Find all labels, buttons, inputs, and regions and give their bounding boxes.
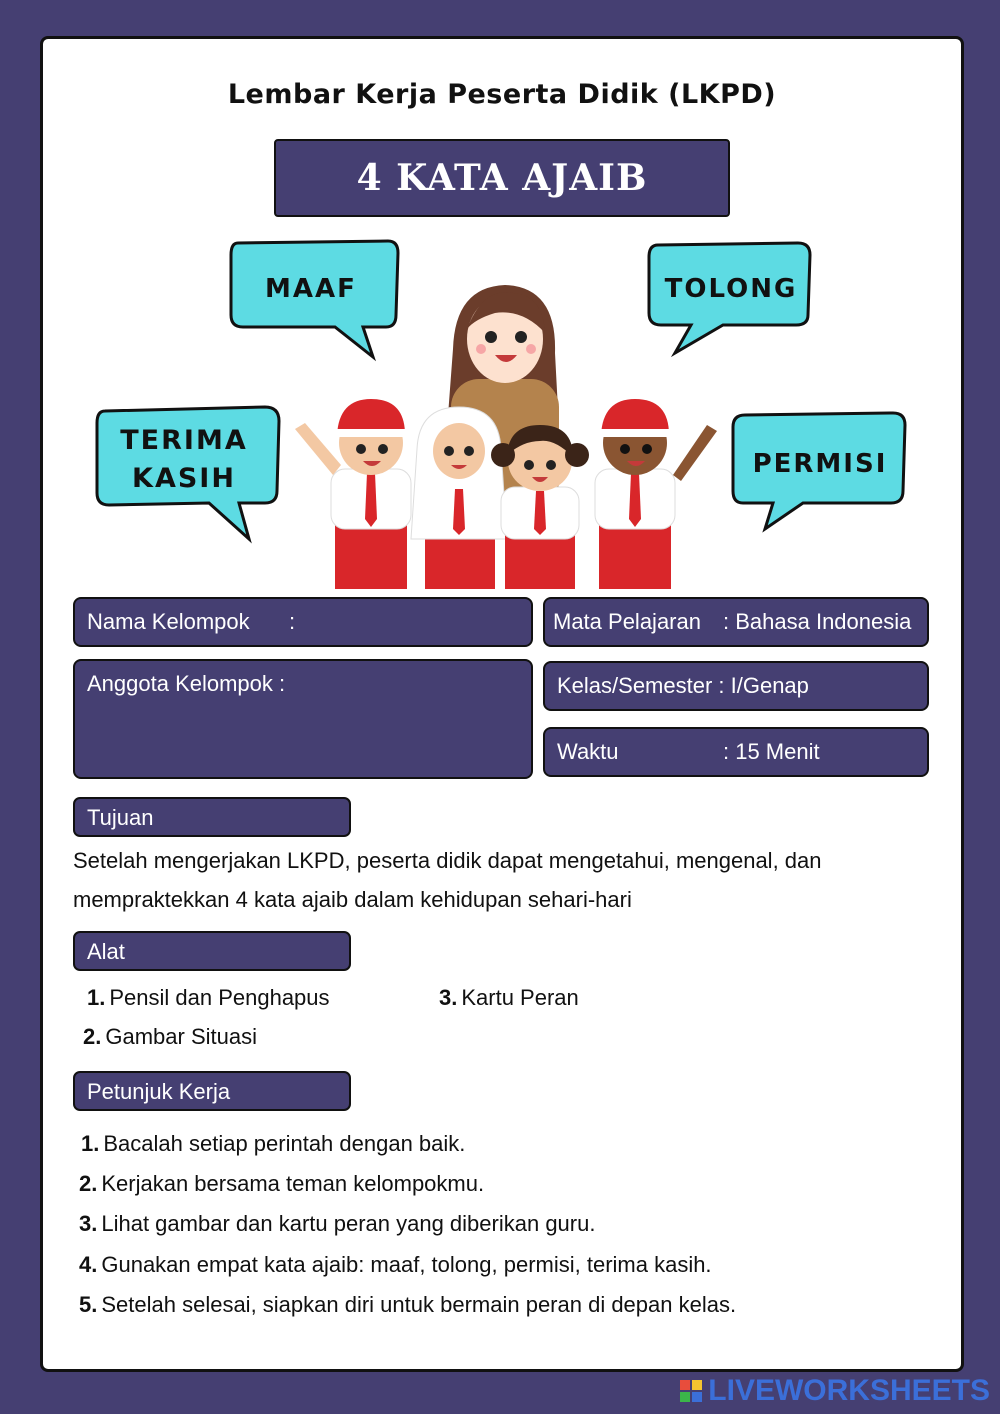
time-value: : 15 Menit [723,739,820,764]
petunjuk-item-5 [79,1292,736,1318]
petunjuk-item-1 [81,1131,465,1157]
class-semester-field [543,661,929,711]
student-girl-hijab [411,407,507,589]
tujuan-line-1: Setelah mengerjakan LKPD, peserta didik dapat mengetahui, mengenal, dan [73,848,822,873]
illustration [43,229,967,589]
group-name-label: Nama Kelompok [87,609,250,634]
bubble-tolong-text: TOLONG [664,274,798,304]
watermark-text: LIVEWORKSHEETS [708,1374,990,1407]
bubble-tolong [649,243,810,353]
alat-item-3-num: 3. [439,985,458,1010]
tujuan-line-2: mempraktekkan 4 kata ajaib dalam kehidupan sehari-hari [73,887,632,912]
class-semester-label: Kelas/Semester : I/Genap [557,673,809,698]
petunjuk-item-3-num: 3. [79,1211,98,1236]
subject-field [543,597,929,647]
section-alat [73,931,351,971]
student-girl-pigtails [491,425,589,589]
alat-item-3-text: Kartu Peran [461,985,579,1010]
section-tujuan: Tujuan [73,797,351,837]
bubble-terima-line1: TERIMA [120,425,248,456]
petunjuk-item-2-text: Kerjakan bersama teman kelompokmu. [101,1171,485,1196]
bubble-permisi [733,413,905,529]
group-members-label: Anggota Kelompok : [87,671,286,696]
liveworksheets-logo-icon [680,1380,702,1402]
petunjuk-item-1-text: Bacalah setiap perintah dengan baik. [103,1131,466,1156]
petunjuk-item-3 [79,1211,595,1237]
student-boy-right [595,399,717,589]
bubble-terima-kasih [97,407,279,539]
bubble-terima-line2: KASIH [132,463,236,494]
alat-item-1 [87,985,330,1011]
subject-label: Mata Pelajaran [553,609,701,634]
petunjuk-item-4-text: Gunakan empat kata ajaib: maaf, tolong, permisi, terima kasih. [101,1252,712,1277]
group-name-field[interactable] [73,597,533,647]
petunjuk-item-4-num: 4. [79,1252,98,1277]
time-field [543,727,929,777]
liveworksheets-watermark [680,1374,990,1408]
petunjuk-item-2 [79,1171,484,1197]
group-name-colon: : [289,609,296,634]
petunjuk-item-2-num: 2. [79,1171,98,1196]
bubble-permisi-text: PERMISI [752,449,888,479]
tujuan-text [73,841,943,919]
worksheet-title: 4 KATA AJAIB [274,139,730,217]
group-members-field[interactable] [73,659,533,779]
alat-item-2-text: Gambar Situasi [105,1024,257,1049]
page-heading: Lembar Kerja Peserta Didik (LKPD) [227,79,777,110]
bubble-maaf-text: MAAF [265,274,357,304]
student-boy-left [295,399,411,589]
alat-item-1-num: 1. [87,985,106,1010]
petunjuk-item-5-num: 5. [79,1292,98,1317]
petunjuk-item-1-num: 1. [81,1131,100,1156]
alat-label: Alat [87,939,125,964]
petunjuk-item-4 [79,1252,712,1278]
subject-value: : Bahasa Indonesia [723,609,912,634]
petunjuk-item-5-text: Setelah selesai, siapkan diri untuk bermain peran di depan kelas. [101,1292,737,1317]
worksheet-page [40,36,964,1372]
time-label: Waktu [557,739,619,764]
alat-item-2 [83,1024,257,1050]
petunjuk-item-3-text: Lihat gambar dan kartu peran yang diberikan guru. [101,1211,596,1236]
section-petunjuk [73,1071,351,1111]
alat-item-1-text: Pensil dan Penghapus [109,985,330,1010]
petunjuk-label: Petunjuk Kerja [87,1079,231,1104]
bubble-maaf [231,241,398,357]
alat-item-3 [439,985,579,1011]
alat-item-2-num: 2. [83,1024,102,1049]
